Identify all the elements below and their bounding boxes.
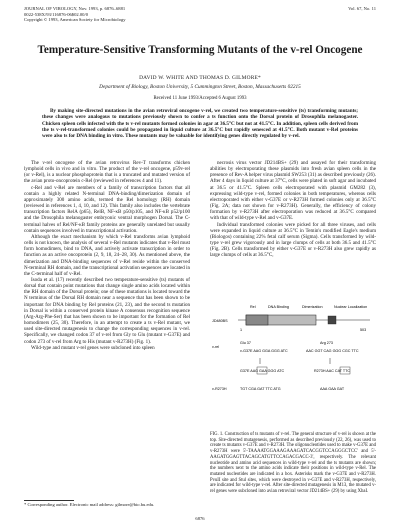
page-number: 6876 (195, 516, 205, 521)
figure-label-dna-binding: DNA Binding (268, 305, 289, 309)
body-paragraph: Although the exact mechanism by which v-Rel transforms avian lymphoid cells is not known, the analysis of several v-Rel mutants indicates that v-Rel must form homodimers, bind to DNA, and actively activate transcription in order to function as an active oncoprotein (2, 9, 18, 24–28, 30). As mentioned above, the dimerization and DNA-binding sequences of v-Rel reside within the conserved N-terminal RH domain, and the transcriptional activation sequences are located in the C-terminal half of v-Rel. (24, 233, 190, 277)
figure-1-diagram (210, 300, 378, 430)
seq-annotation: G37E AAG GAA GGG ATC (240, 369, 285, 373)
nuclear-localization-box (328, 316, 336, 324)
footnote-divider (24, 500, 74, 501)
figure-label-dimerization: Dimerization (302, 305, 323, 309)
affiliation: Department of Biology, Boston University, 5 Cummington Street, Boston, Massachusetts 02215 (99, 84, 301, 90)
seq-annotation: TGT CGA GAT TTC ATG (240, 387, 281, 391)
left-column (24, 160, 190, 351)
figure-label-rel: Rel (250, 305, 256, 309)
body-paragraph: Individual transformed colonies were picked for all three viruses, and cells were expanded in liquid culture at 36.5°C in Temin's modified Eagle's medium (Biologos) containing 22% fetal calf serum (Sigma). Cells transformed by wild-type v-rel grew vigorously and in large clumps of cells at both 36.5 and 41.5°C (Fig. 2B). Cells transformed by either v-G37E or v-R273H also grew rapidly as large clumps of cells at 36.5°C, (210, 221, 376, 259)
authors: DAVID W. WHITE AND THOMAS D. GILMORE* (139, 75, 261, 81)
body-paragraph: c-Rel and v-Rel are members of a family of transcription factors that all contain a highly related N-terminal DNA-binding/dimerization domain of approximately 300 amino acids, termed the Rel homology (RH) domain (reviewed in references 1, 4, 10, and 12). This family also includes the vertebrate transcription factors RelA (p65), RelB, NF-κB p50/p105, and NF-κB p52/p100 and the Drosophila melanogaster embryonic ventral morphogen Dorsal. The C-terminal halves of Rel/NF-κB family proteins are generally unrelated but usually contain sequences involved in transcriptional activation. (24, 184, 190, 234)
dna-binding-region (246, 315, 268, 325)
body-paragraph: necrosis virus vector JD214BS+ (29) and assayed for their transforming abilities by electroporating these plasmids into fresh avian spleen cells in the presence of Rev-A helper virus plasmid SW253 (31) as described previously (26). After 4 days in liquid culture at 37°C, cells were plated in soft agar and incubated at 36.5 or 41.5°C. Spleen cells electroporated with plasmid GM282 (3), expressing wild-type v-rel, formed colonies in both temperatures, whereas cells electroporated with either v-G37E or v-R273H formed colonies only at 36.5°C (Fig. 2A; data not shown for v-R273H). Generally, the efficiency of colony formation by v-R273H after electroporation was reduced at 36.5°C compared with that of wild-type v-Rel and v-G37E. (210, 160, 376, 222)
paper-title: Temperature-Sensitive Transforming Mutants of the v-rel Oncogene (37, 44, 363, 56)
seq-annotation: R273H AAC CAT TTC (314, 369, 351, 373)
row-label: v-rel (212, 345, 220, 349)
start-number: 1 (240, 328, 243, 332)
seq-annotation: Arg 273 (320, 341, 333, 345)
body-paragraph: Isoda et al. (17) recently described two temperature-sensitive (ts) mutants of dorsal that contain point mutations that change single amino acids located within the RH domain of the Dorsal protein; one of these mutations is located toward the N terminus of the Dorsal RH domain near a sequence that has been shown to be important for DNA binding by Rel proteins (21, 23), and the second ts mutation in Dorsal is within a conserved protein kinase A consensus recognition sequence (Arg-Arg-Phe-Ser) that has been shown to be important for the formation of Rel homodimers (25, 30). Therefore, in an attempt to create a ts v-Rel mutant, we used site-directed mutagenesis to change the corresponding sequences in v-rel. Specifically, we changed codon 37 of v-rel from Gly to Glu (mutant v-G37E) and codon 273 of v-rel from Arg to His (mutant v-R273H) (Fig. 1). (24, 276, 190, 345)
row-label: v-R273H (212, 387, 227, 391)
seq-annotation: Glu 37 (240, 341, 251, 345)
right-column (210, 160, 376, 259)
journal-citation: JOURNAL OF VIROLOGY, Nov. 1993, p. 6876–6881 (24, 6, 126, 11)
body-paragraph: Wild-type and mutant v-rel genes were subcloned into spleen (31, 344, 155, 351)
seq-annotation: v-G37E AAG GGA GGG ATC (240, 349, 288, 353)
body-paragraph: The v-rel oncogene of the avian retrovirus Rev-T transforms chicken lymphoid cells in vivo and in vitro. The product of the v-rel oncogene, p59v-rel (or v-Rel), is a nuclear phosphoprotein that is a truncated and mutated version of the avian proto-oncoprotein c-Rel (reviewed in references 4 and 11). (24, 160, 190, 185)
end-number: 503 (360, 328, 367, 332)
row-label: JD480BS (212, 319, 228, 323)
issn: 0022-538X/93/116876-06$02.00/0 (24, 11, 89, 17)
footnote: * Corresponding author. Electronic mail address: gilmore@bio.bu.edu. (24, 502, 155, 507)
figure-caption: FIG. 1. Construction of ts mutants of v-rel. The general structure of v-rel is shown at the top. Site-directed mutagenesis, performed as described previously (22, 26), was used to create ts mutants v-G37E and v-R273H. The oligonucleotides used to make v-G37E and v-R273H were 5'-TAAAATGGAAAGAAAGATCACGGTCCAGGGCTCC' and 5'-AAGATGGAGTTACAGCATGTTCCAGACGACC-3', respectively. The relevant nucleotide and amino acid sequences in wild-type v-rel and the ts mutants are shown; the numbers next to the amino acids indicate their positions in wild-type v-Rel. The mutated nucleotides are indicated in a box. Asterisks mark the v-G37E and v-R273H. PvuII site and Stul sites, which were destroyed in v-G37E and v-R273H, respectively, are indicated for wild-type v-rel. After site-directed mutagenesis in M13, the mutated v-rel genes were subcloned into avian retroviral vector JD214BS+ (29) by using XbaI. (210, 432, 376, 495)
abstract: By making site-directed mutations in the avian retroviral oncogene v-rel, we created two temperature-sensitive (ts) transforming mutants; these changes were analogous to mutations previously shown to confer a ts function onto the Dorsal protein of Drosophila melanogaster. Chicken spleen cells infected with the ts v-rel mutants formed colonies in agar at 36.5°C but not at 41.5°C. In addition, spleen cells derived from the ts v-rel-transformed colonies could be propagated in liquid culture at 36.5°C but rapidly senesced at 41.5°C. Both mutant v-Rel proteins were also ts for DNA binding in vitro. These mutants may be valuable for identifying genes directly regulated by v-rel. (42, 108, 358, 140)
copyright: Copyright © 1993, American Society for Microbiology (24, 17, 126, 23)
figure-label-nuclear-localization: Nuclear Localization (334, 305, 368, 309)
seq-annotation: AAA GAA GAT (320, 387, 345, 391)
received-date: Received 11 June 1993/Accepted 6 August 1993 (153, 96, 247, 101)
seq-annotation: AAC GGT CAG GGG CGC TTC (306, 349, 359, 353)
volume-info: Vol. 67, No. 11 (348, 6, 376, 11)
journal-header (24, 6, 376, 23)
